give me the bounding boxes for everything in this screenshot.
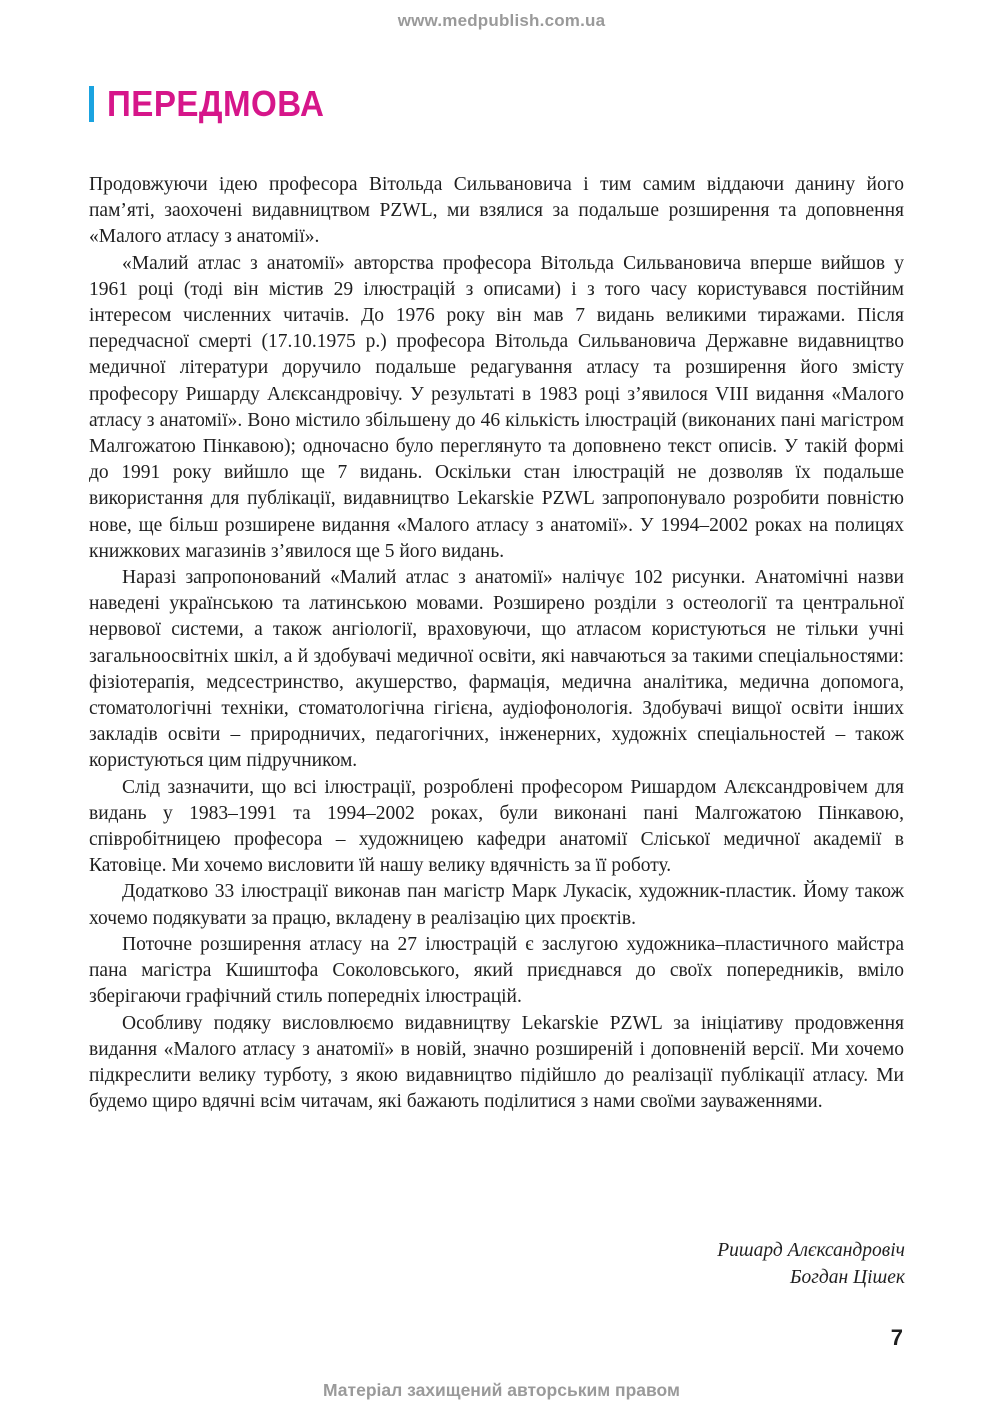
- signature-author-1: Ришард Алєксандровіч: [717, 1240, 905, 1261]
- page-title: ПЕРЕДМОВА: [107, 83, 325, 124]
- signature-author-2: Богдан Цішек: [789, 1267, 905, 1288]
- paragraph-3: Наразі запропонований «Малий атлас з анатомії» налічує 102 рисунки. Анатомічні назви наведені українською та латинською мовами. Розширено розділи з остеології та центральної нервової системи, а також ангіології, враховуючи, що атласом користуються не тільки учні загальноосвітніх шкіл, а й здобувачі медичної освіти, які навчаються за такими спеціальностями: фізіотерапія, медсестринство, акушерство, фармація, медична аналітика, медична допомога, стоматологічні техніки, стоматологічна гігієна, аудіофонологія. Здобувачі вищої освіти інших закладів освіти – природничих, педагогічних, інженерних, художніх спеціальностей – також користуються цим підручником.: [89, 567, 904, 772]
- paragraph-7: Особливу подяку висловлюємо видавництву Lekarskie PZWL за ініціативу продовження видання «Малого атласу з анатомії» в новій, значно розширеній і доповненій версії. Ми хочемо підкреслити велику турботу, з якою видавництво підійшло до реалізації публікації атласу. Ми будемо щиро вдячні всім читачам, які бажають поділитися з нами своїми зауваженнями.: [89, 1012, 904, 1113]
- paragraph-5: Додатково 33 ілюстрації виконав пан магістр Марк Лукасік, художник-пластик. Йому також хочемо подякувати за працю, вкладену в реалізацію цих проєктів.: [89, 881, 904, 929]
- paragraph-6: Поточне розширення атласу на 27 ілюстрацій є заслугою художника–пластичного майстра пана магістра Кшиштофа Соколовського, який приєднався до своїх попередників, вміло зберігаючи графічний стиль попередніх ілюстрацій.: [89, 933, 904, 1008]
- section-heading: [89, 82, 343, 126]
- paragraph-4: Слід зазначити, що всі ілюстрації, розроблені професором Ришардом Алєксандровічем для видань у 1983–1991 та 1994–2002 роках, були виконані пані Малгожатою Пінкавою, співробітницею професора – художницею кафедри анатомії Сліської медичної академії в Катовіце. Ми хочемо висловити їй нашу велику вдячність за її роботу.: [89, 776, 904, 877]
- paragraph-1: Продовжуючи ідею професора Вітольда Сильвановича і тим самим віддаючи данину його пам’яті, заохочені видавництвом PZWL, ми взялися за подальше розширення та доповнення «Малого атласу з анатомії».: [89, 174, 904, 248]
- copyright-notice: Матеріал захищений авторським правом: [323, 1380, 680, 1400]
- page-number: 7: [890, 1325, 903, 1350]
- accent-bar: [89, 86, 94, 122]
- paragraph-2: «Малий атлас з анатомії» авторства професора Вітольда Сильвановича вперше вийшов у 1961 році (тоді він містив 29 ілюстрацій з описами) і з того часу користувався постійним інтересом численних читачів. До 1976 року він мав 7 видань великими тиражами. Після передчасної смерті (17.10.1975 р.) професора Вітольда Сильвановича Державне видавництво медичної літератури доручило подальше редагування атласу та розширення його змісту професору Ришарду Алєксандровічу. У результаті в 1983 році з’явилося VIII видання «Малого атласу з анатомії». Воно містило збільшену до 46 кількість ілюстрацій (виконаних пані магістром Малгожатою Пінкавою); одночасно було переглянуто та доповнено текст описів. У такій формі до 1991 року вийшло ще 7 видань. Оскільки стан ілюстрацій не дозволяв їх подальше використання для публікації, видавництво Lekarskie PZWL запропонувало розробити повністю нове, ще більш розширене видання «Малого атласу з анатомії». У 1994–2002 роках на полицях книжкових магазинів з’явилося ще 5 його видань.: [89, 252, 904, 562]
- site-url-header: www.medpublish.com.ua: [397, 11, 606, 30]
- signature-block: [717, 1237, 905, 1291]
- preface-body: [89, 172, 904, 1115]
